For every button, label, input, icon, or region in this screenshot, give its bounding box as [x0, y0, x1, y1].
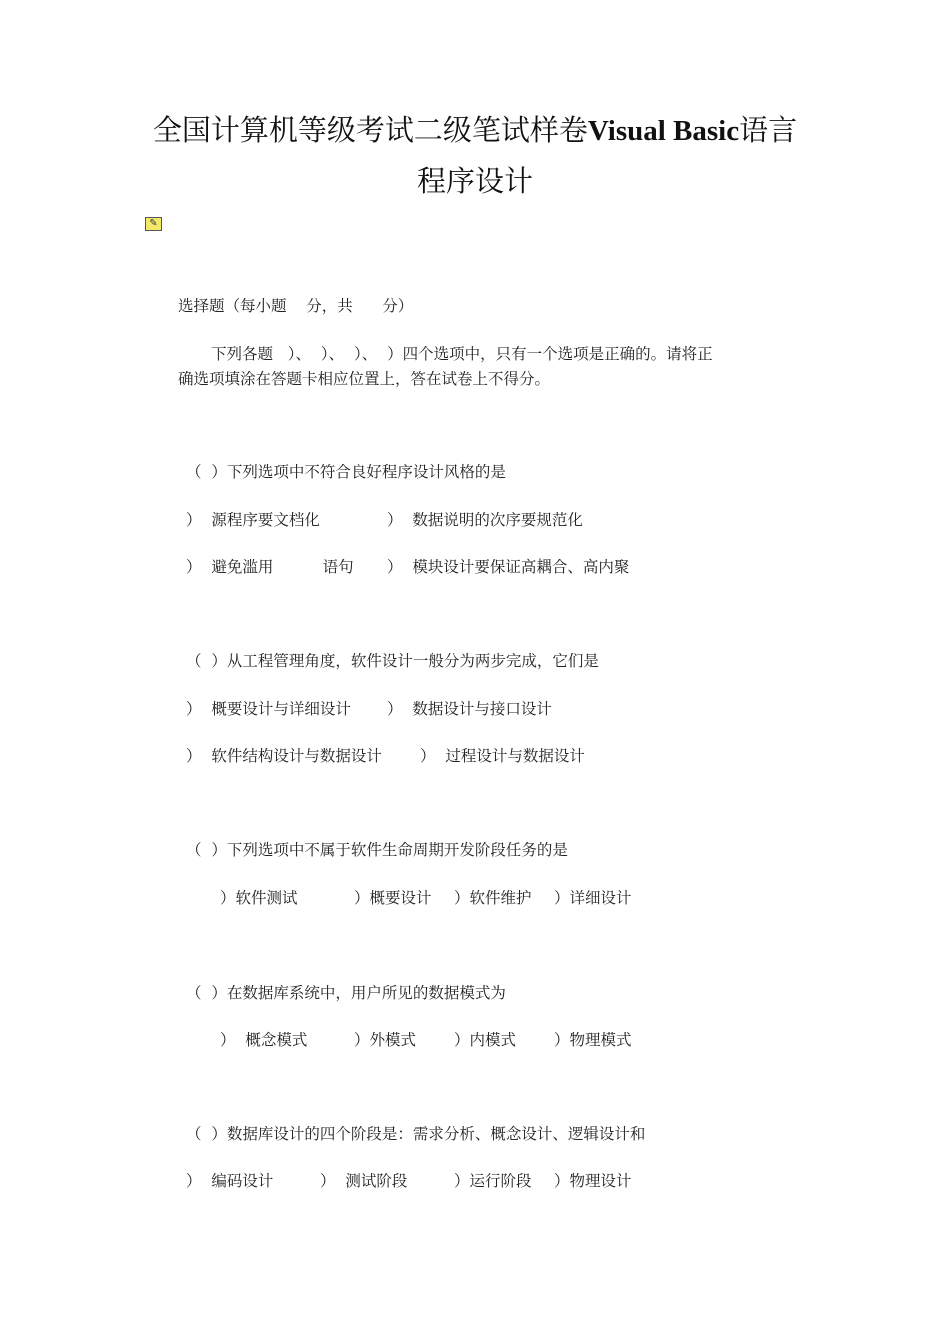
option-d: ） 模块设计要保证高耦合、高内聚 — [387, 558, 630, 576]
embedded-object-icon: ✎ — [145, 217, 162, 231]
option-b: ）外模式 — [354, 1031, 417, 1049]
question-options-row — [220, 1030, 720, 1050]
question-options-row — [186, 510, 786, 530]
option-a: ） 概要设计与详细设计 — [186, 700, 351, 718]
question-stem: （ ）从工程管理角度，软件设计一般分为两步完成，它们是 — [186, 652, 599, 670]
option-b: ） 测试阶段 — [320, 1172, 408, 1190]
option-d: ）物理设计 — [554, 1172, 632, 1190]
option-c: ）软件维护 — [454, 889, 532, 907]
option-a: ） 源程序要文档化 — [186, 511, 320, 529]
question-stem: （ ）下列选项中不符合良好程序设计风格的是 — [186, 463, 506, 481]
question-options-row — [220, 888, 720, 908]
document-title-line-2: 程序设计 — [416, 164, 533, 198]
option-c: ）运行阶段 — [454, 1172, 532, 1190]
question-stem: （ ）在数据库系统中，用户所见的数据模式为 — [186, 984, 506, 1002]
option-b: ） 数据设计与接口设计 — [387, 700, 552, 718]
title-text: 全国计算机等级考试二级笔试样卷 — [152, 113, 588, 147]
instructions-line-2: 确选项填涂在答题卡相应位置上，答在试卷上不得分。 — [178, 370, 551, 388]
option-c: ）内模式 — [454, 1031, 517, 1049]
option-d: ） 过程设计与数据设计 — [420, 747, 585, 765]
question-stem: （ ）下列选项中不属于软件生命周期开发阶段任务的是 — [186, 841, 568, 859]
question-options-row — [186, 746, 786, 766]
question-options-row — [186, 557, 786, 577]
option-c: ） 软件结构设计与数据设计 — [186, 747, 382, 765]
option-a: ） 编码设计 — [186, 1172, 274, 1190]
option-b: ）概要设计 — [354, 889, 432, 907]
option-a: ） 概念模式 — [220, 1031, 308, 1049]
title-tail-text: 语言 — [739, 113, 798, 147]
instructions-line-1: 下列各题 ）、 ）、 ）、 ）四个选项中，只有一个选项是正确的。请将正 — [211, 345, 713, 363]
option-d: ）物理模式 — [554, 1031, 632, 1049]
option-c: ） 避免滥用 语句 — [186, 558, 354, 576]
title-bold-text: Visual Basic — [587, 115, 740, 147]
option-a: ）软件测试 — [220, 889, 298, 907]
option-d: ）详细设计 — [554, 889, 632, 907]
question-stem: （ ）数据库设计的四个阶段是：需求分析、概念设计、逻辑设计和 — [186, 1125, 646, 1143]
option-b: ） 数据说明的次序要规范化 — [387, 511, 583, 529]
question-options-row — [186, 699, 786, 719]
document-title-line-1 — [0, 110, 950, 151]
question-options-row — [186, 1171, 746, 1191]
section-heading: 选择题（每小题 分，共 分） — [178, 297, 414, 315]
